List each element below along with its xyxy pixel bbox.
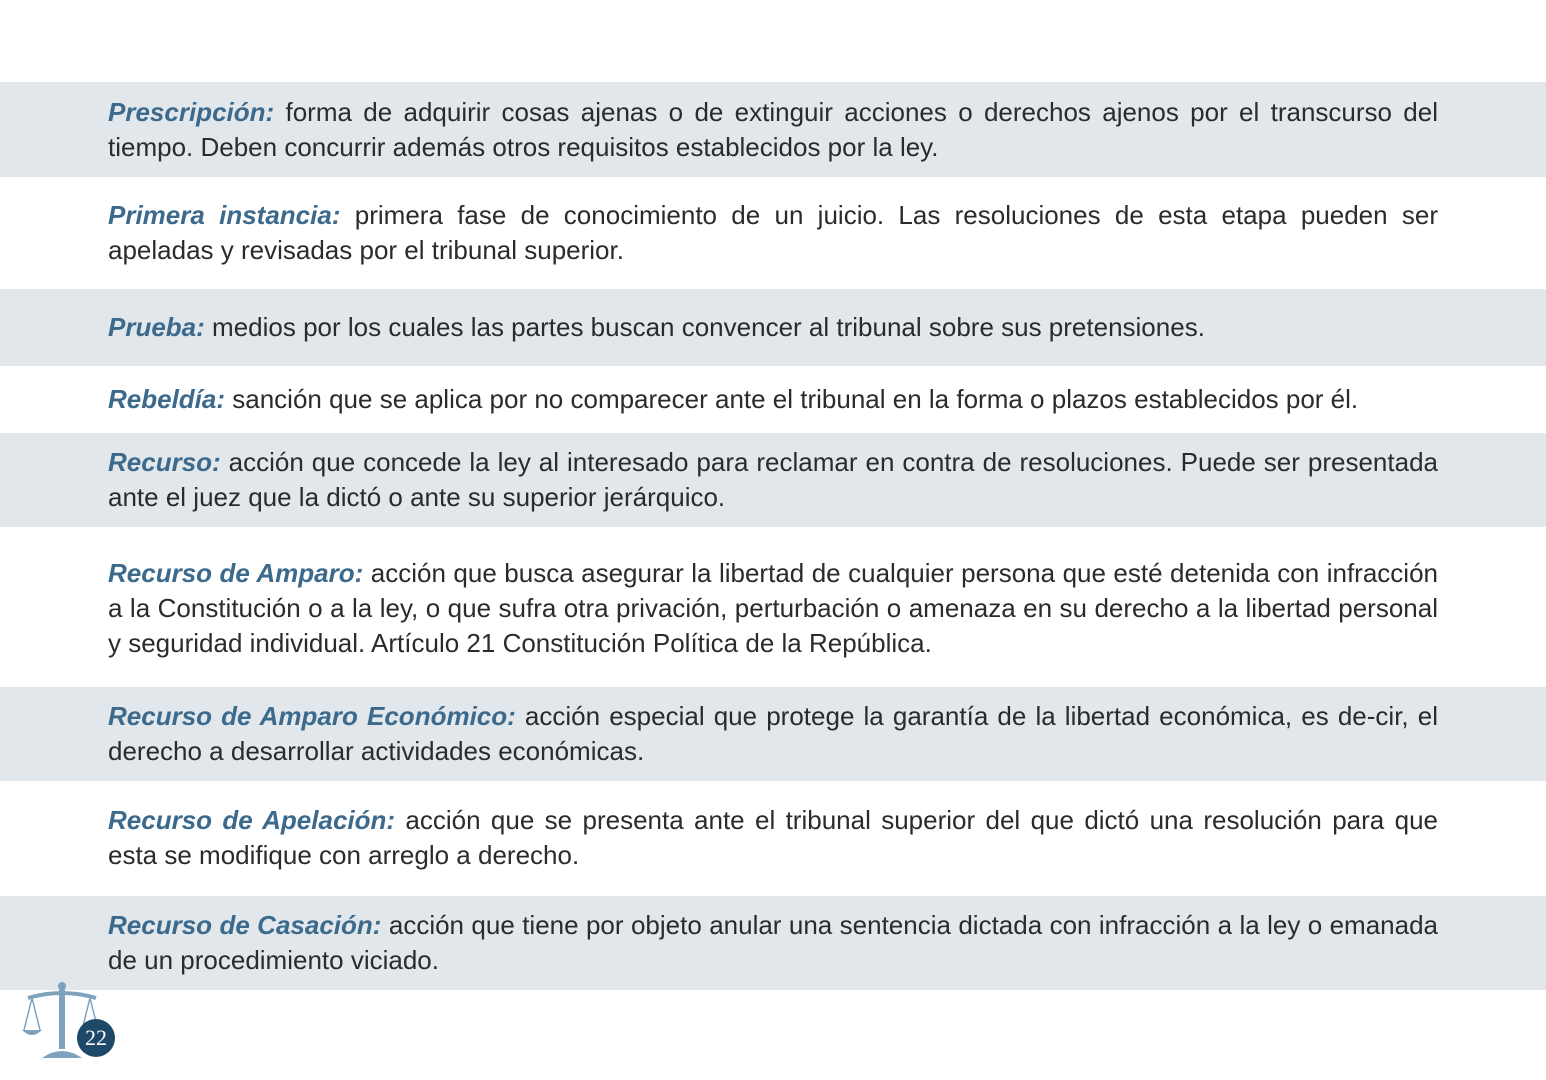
glossary-definition: acción especial que protege la garantía de la libertad económica, es de-cir, el derecho a desarrollar actividades económicas. [108, 701, 1438, 766]
glossary-definition: acción que tiene por objeto anular una sentencia dictada con infracción a la ley o emanada de un procedimiento viciado. [108, 910, 1438, 975]
glossary-definition: acción que se presenta ante el tribunal superior del que dictó una resolución para que esta se modifique con arreglo a derecho. [108, 805, 1438, 870]
glossary-definition: acción que concede la ley al interesado para reclamar en contra de resoluciones. Puede ser presentada ante el juez que la dictó o ante su superior jerárquico. [108, 447, 1438, 512]
glossary-entry-primera-instancia [0, 185, 1546, 280]
glossary-term: Prueba: [108, 312, 205, 342]
glossary-entry-recurso [0, 433, 1546, 527]
glossary-term: Prescripción: [108, 96, 275, 127]
glossary-term: Recurso de Amparo Económico: [108, 701, 516, 731]
glossary-term: Primera instancia: [108, 199, 341, 230]
glossary-entry-recurso-de-amparo-economico [0, 687, 1546, 781]
glossary-term: Recurso de Amparo: [108, 557, 364, 588]
glossary-entry-prueba [0, 289, 1546, 366]
glossary-entry-recurso-de-casacion [0, 896, 1546, 990]
glossary-entry-rebeldia [0, 366, 1546, 433]
glossary-definition: acción que busca asegurar la libertad de cualquier persona que esté detenida con infracción a la Constitución o a la ley, o que sufra otra privación, perturbación o amenaza en su derecho a la libertad personal y seguridad individual. Artículo 21 Constitución Política de la República. [108, 557, 1438, 658]
glossary-entry-recurso-de-amparo [0, 538, 1546, 678]
glossary-definition: medios por los cuales las partes buscan convencer al tribunal sobre sus pretensiones. [204, 312, 1205, 342]
page-number: 22 [77, 1019, 115, 1057]
glossary-entry-prescripcion [0, 82, 1546, 177]
glossary-term: Recurso de Apelación: [108, 805, 396, 835]
glossary-definition: primera fase de conocimiento de un juicio. Las resoluciones de esta etapa pueden ser apeladas y revisadas por el tribunal superior. [108, 199, 1439, 265]
glossary-term: Rebeldía: [108, 384, 226, 414]
glossary-term: Recurso de Casación: [108, 910, 382, 940]
glossary-entry-recurso-de-apelacion [0, 790, 1546, 886]
glossary-definition: sanción que se aplica por no comparecer ante el tribunal en la forma o plazos establecidos por él. [225, 384, 1359, 414]
glossary-definition: forma de adquirir cosas ajenas o de extinguir acciones o derechos ajenos por el transcurso del tiempo. Deben concurrir además otros requisitos establecidos por la ley. [108, 96, 1438, 162]
glossary-term: Recurso: [108, 447, 221, 477]
